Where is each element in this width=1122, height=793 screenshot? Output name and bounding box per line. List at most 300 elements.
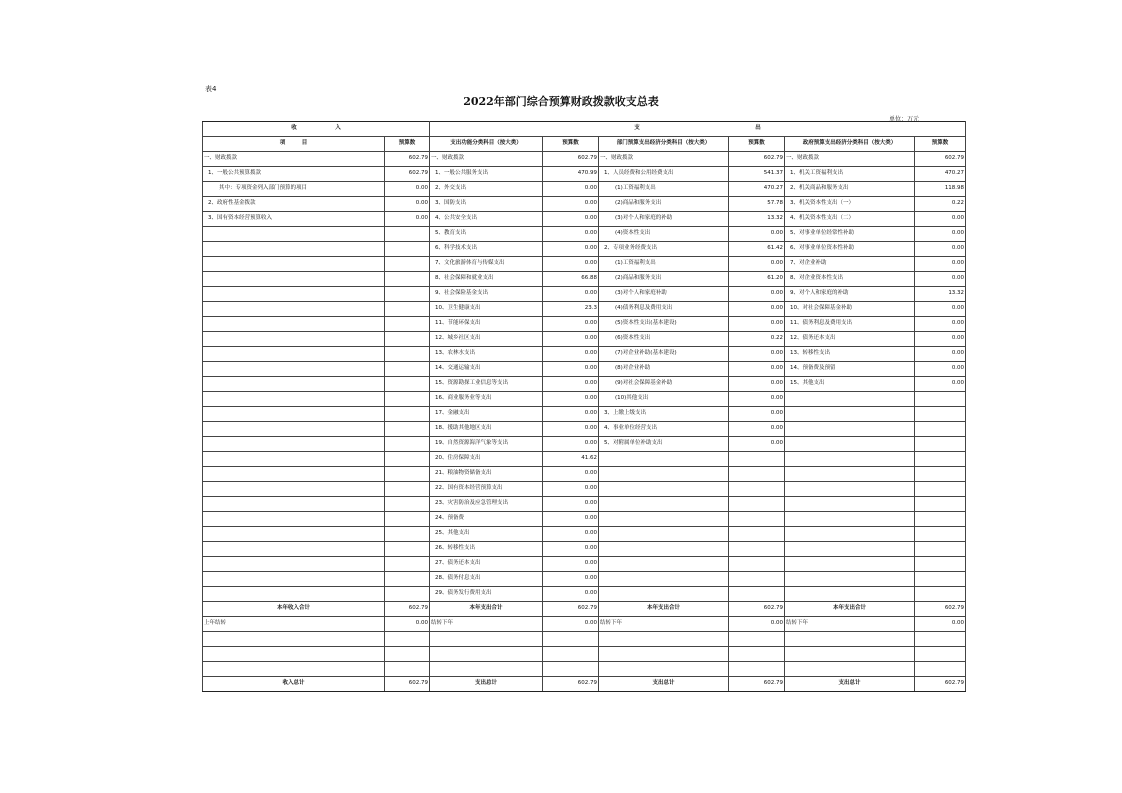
gov-econ-item bbox=[785, 422, 915, 437]
gov-econ-budget: 118.98 bbox=[915, 182, 966, 197]
gov-econ-budget bbox=[915, 557, 966, 572]
dept-econ-budget bbox=[729, 527, 785, 542]
dept-econ-item: (3)对个人和家庭的补助 bbox=[599, 212, 729, 227]
gov-econ-item bbox=[785, 512, 915, 527]
income-item: 2、政府性基金拨款 bbox=[203, 197, 385, 212]
func-class-budget: 0.00 bbox=[543, 557, 599, 572]
dept-econ-budget: 470.27 bbox=[729, 182, 785, 197]
gov-econ-budget: 602.79 bbox=[915, 602, 966, 617]
budget-header: 预算数 bbox=[385, 137, 430, 152]
gov-econ-budget: 0.00 bbox=[915, 617, 966, 632]
gov-econ-budget: 0.00 bbox=[915, 242, 966, 257]
dept-econ-item: 结转下年 bbox=[599, 617, 729, 632]
dept-econ-item: (5)资本性支出(基本建设) bbox=[599, 317, 729, 332]
income-budget bbox=[385, 302, 430, 317]
func-class-item: 28、债务付息支出 bbox=[430, 572, 543, 587]
dept-econ-item bbox=[599, 467, 729, 482]
gov-econ-budget: 0.22 bbox=[915, 197, 966, 212]
gov-econ-budget: 13.32 bbox=[915, 287, 966, 302]
income-budget bbox=[385, 422, 430, 437]
dept-econ-budget: 0.00 bbox=[729, 287, 785, 302]
func-class-budget: 66.88 bbox=[543, 272, 599, 287]
income-budget: 0.00 bbox=[385, 212, 430, 227]
income-header: 收 入 bbox=[203, 122, 430, 137]
income-item bbox=[203, 272, 385, 287]
dept-econ-item: (9)对社会保障基金补助 bbox=[599, 377, 729, 392]
gov-econ-item: 9、对个人和家庭的补助 bbox=[785, 287, 915, 302]
dept-econ-budget: 0.00 bbox=[729, 407, 785, 422]
table-row bbox=[203, 347, 966, 362]
income-item bbox=[203, 392, 385, 407]
dept-econ-item: 1、人员经费和公用经费支出 bbox=[599, 167, 729, 182]
func-class-budget: 0.00 bbox=[543, 317, 599, 332]
gov-econ-budget: 0.00 bbox=[915, 332, 966, 347]
income-item bbox=[203, 227, 385, 242]
item-header: 项 目 bbox=[203, 137, 385, 152]
gov-econ-budget bbox=[915, 437, 966, 452]
table-row bbox=[203, 422, 966, 437]
income-budget bbox=[385, 347, 430, 362]
func-class-budget: 0.00 bbox=[543, 242, 599, 257]
dept-econ-budget bbox=[729, 557, 785, 572]
func-class-budget: 0.00 bbox=[543, 332, 599, 347]
dept-econ-budget: 0.00 bbox=[729, 617, 785, 632]
func-class-header: 支出功能分类科目（按大类） bbox=[430, 137, 543, 152]
func-class-item: 一、财政拨款 bbox=[430, 152, 543, 167]
func-class-item: 9、社会保险基金支出 bbox=[430, 287, 543, 302]
dept-econ-budget: 61.42 bbox=[729, 242, 785, 257]
func-class-budget: 0.00 bbox=[543, 497, 599, 512]
func-class-budget: 0.00 bbox=[543, 287, 599, 302]
income-item: 上年结转 bbox=[203, 617, 385, 632]
func-class-item: 23、灾害防治及应急管理支出 bbox=[430, 497, 543, 512]
gov-econ-budget: 602.79 bbox=[915, 677, 966, 692]
income-budget bbox=[385, 242, 430, 257]
gov-econ-item bbox=[785, 452, 915, 467]
gov-econ-item bbox=[785, 557, 915, 572]
gov-econ-header: 政府预算支出经济分类科目（按大类） bbox=[785, 137, 915, 152]
income-item bbox=[203, 497, 385, 512]
gov-econ-budget bbox=[915, 587, 966, 602]
dept-econ-budget bbox=[729, 467, 785, 482]
income-budget bbox=[385, 272, 430, 287]
dept-econ-budget bbox=[729, 572, 785, 587]
dept-econ-budget: 0.22 bbox=[729, 332, 785, 347]
income-item bbox=[203, 317, 385, 332]
income-item bbox=[203, 437, 385, 452]
gov-econ-budget bbox=[915, 512, 966, 527]
table-row bbox=[203, 527, 966, 542]
func-class-item: 1、一般公共服务支出 bbox=[430, 167, 543, 182]
income-item bbox=[203, 347, 385, 362]
dept-econ-header: 部门预算支出经济分类科目（按大类） bbox=[599, 137, 729, 152]
func-class-budget: 0.00 bbox=[543, 362, 599, 377]
page-title: 2022年部门综合预算财政拨款收支总表 bbox=[463, 95, 659, 108]
table-row bbox=[203, 362, 966, 377]
gov-econ-item: 1、机关工资福利支出 bbox=[785, 167, 915, 182]
income-budget: 602.79 bbox=[385, 602, 430, 617]
dept-econ-budget: 0.00 bbox=[729, 437, 785, 452]
func-class-item: 6、科学技术支出 bbox=[430, 242, 543, 257]
income-item bbox=[203, 572, 385, 587]
income-budget bbox=[385, 497, 430, 512]
func-class-item: 本年支出合计 bbox=[430, 602, 543, 617]
gov-econ-item: 5、对事业单位经常性补助 bbox=[785, 227, 915, 242]
table-row bbox=[203, 242, 966, 257]
dept-econ-item: (2)商品和服务支出 bbox=[599, 272, 729, 287]
func-class-item: 5、教育支出 bbox=[430, 227, 543, 242]
gov-econ-budget bbox=[915, 527, 966, 542]
dept-econ-item: (7)对企业补助(基本建设) bbox=[599, 347, 729, 362]
table-row bbox=[203, 257, 966, 272]
gov-econ-budget bbox=[915, 392, 966, 407]
func-class-budget: 0.00 bbox=[543, 347, 599, 362]
income-item: 3、国有资本经营预算收入 bbox=[203, 212, 385, 227]
dept-econ-budget: 602.79 bbox=[729, 152, 785, 167]
gov-econ-item: 14、预备费及预留 bbox=[785, 362, 915, 377]
income-item bbox=[203, 587, 385, 602]
dept-econ-item bbox=[599, 482, 729, 497]
dept-econ-budget: 0.00 bbox=[729, 317, 785, 332]
gov-econ-budget: 0.00 bbox=[915, 272, 966, 287]
income-item bbox=[203, 542, 385, 557]
income-item bbox=[203, 422, 385, 437]
income-budget bbox=[385, 407, 430, 422]
income-item bbox=[203, 362, 385, 377]
table-row bbox=[203, 587, 966, 602]
dept-econ-item: (4)资本性支出 bbox=[599, 227, 729, 242]
income-budget: 602.79 bbox=[385, 167, 430, 182]
income-budget bbox=[385, 392, 430, 407]
func-class-budget: 0.00 bbox=[543, 617, 599, 632]
empty-row bbox=[203, 647, 966, 662]
func-class-item: 24、预备费 bbox=[430, 512, 543, 527]
func-class-item: 20、住房保障支出 bbox=[430, 452, 543, 467]
dept-econ-budget bbox=[729, 587, 785, 602]
income-item bbox=[203, 452, 385, 467]
income-item: 本年收入合计 bbox=[203, 602, 385, 617]
func-class-item: 14、交通运输支出 bbox=[430, 362, 543, 377]
func-class-budget: 602.79 bbox=[543, 602, 599, 617]
func-class-item: 27、债务还本支出 bbox=[430, 557, 543, 572]
dept-econ-budget: 0.00 bbox=[729, 392, 785, 407]
gov-econ-item bbox=[785, 407, 915, 422]
dept-econ-item bbox=[599, 587, 729, 602]
dept-econ-item bbox=[599, 557, 729, 572]
dept-econ-budget: 0.00 bbox=[729, 377, 785, 392]
dept-econ-item bbox=[599, 512, 729, 527]
func-class-item: 19、自然资源海洋气象等支出 bbox=[430, 437, 543, 452]
func-class-item: 15、资源勘探工业信息等支出 bbox=[430, 377, 543, 392]
table-row bbox=[203, 182, 966, 197]
table-row bbox=[203, 272, 966, 287]
func-class-item: 支出总计 bbox=[430, 677, 543, 692]
dept-econ-budget: 602.79 bbox=[729, 602, 785, 617]
income-budget: 0.00 bbox=[385, 617, 430, 632]
dept-econ-item: (1)工资福利支出 bbox=[599, 182, 729, 197]
income-budget bbox=[385, 287, 430, 302]
empty-row bbox=[203, 662, 966, 677]
income-budget bbox=[385, 452, 430, 467]
func-class-budget: 0.00 bbox=[543, 437, 599, 452]
gov-econ-item bbox=[785, 482, 915, 497]
func-class-budget: 0.00 bbox=[543, 227, 599, 242]
func-class-item: 7、文化旅游体育与传媒支出 bbox=[430, 257, 543, 272]
gov-econ-item: 11、债务利息及费用支出 bbox=[785, 317, 915, 332]
dept-econ-budget: 541.37 bbox=[729, 167, 785, 182]
income-item bbox=[203, 407, 385, 422]
func-class-budget: 470.99 bbox=[543, 167, 599, 182]
dept-econ-item: 支出总计 bbox=[599, 677, 729, 692]
gov-econ-item bbox=[785, 467, 915, 482]
gov-econ-item: 7、对企业补助 bbox=[785, 257, 915, 272]
table-row bbox=[203, 152, 966, 167]
dept-econ-item: 3、上缴上级支出 bbox=[599, 407, 729, 422]
dept-econ-budget: 0.00 bbox=[729, 302, 785, 317]
budget-header: 预算数 bbox=[915, 137, 966, 152]
dept-econ-item bbox=[599, 497, 729, 512]
income-budget bbox=[385, 542, 430, 557]
func-class-budget: 602.79 bbox=[543, 152, 599, 167]
gov-econ-item: 8、对企业资本性支出 bbox=[785, 272, 915, 287]
income-budget bbox=[385, 362, 430, 377]
dept-econ-item bbox=[599, 452, 729, 467]
income-item bbox=[203, 302, 385, 317]
func-class-item: 25、其他支出 bbox=[430, 527, 543, 542]
income-budget: 0.00 bbox=[385, 197, 430, 212]
dept-econ-budget bbox=[729, 512, 785, 527]
func-class-item: 2、外交支出 bbox=[430, 182, 543, 197]
income-item: 一、财政拨款 bbox=[203, 152, 385, 167]
income-budget: 602.79 bbox=[385, 677, 430, 692]
gov-econ-budget: 0.00 bbox=[915, 362, 966, 377]
func-class-item: 16、商业服务业等支出 bbox=[430, 392, 543, 407]
gov-econ-item: 本年支出合计 bbox=[785, 602, 915, 617]
table-row bbox=[203, 437, 966, 452]
table-row bbox=[203, 392, 966, 407]
table-row bbox=[203, 377, 966, 392]
gov-econ-item: 15、其他支出 bbox=[785, 377, 915, 392]
budget-header: 预算数 bbox=[729, 137, 785, 152]
func-class-budget: 0.00 bbox=[543, 197, 599, 212]
income-item bbox=[203, 287, 385, 302]
dept-econ-item: (2)商品和服务支出 bbox=[599, 197, 729, 212]
dept-econ-item: 2、专项业务经费支出 bbox=[599, 242, 729, 257]
grand-total-row bbox=[203, 677, 966, 692]
income-budget bbox=[385, 512, 430, 527]
header-row-2 bbox=[203, 137, 966, 152]
func-class-budget: 0.00 bbox=[543, 527, 599, 542]
func-class-budget: 0.00 bbox=[543, 257, 599, 272]
dept-econ-item: (4)债务利息及费用支出 bbox=[599, 302, 729, 317]
table-row bbox=[203, 197, 966, 212]
func-class-item: 17、金融支出 bbox=[430, 407, 543, 422]
func-class-budget: 0.00 bbox=[543, 422, 599, 437]
gov-econ-budget: 0.00 bbox=[915, 227, 966, 242]
income-item bbox=[203, 512, 385, 527]
gov-econ-item: 10、对社会保障基金补助 bbox=[785, 302, 915, 317]
dept-econ-budget: 0.00 bbox=[729, 362, 785, 377]
func-class-item: 3、国防支出 bbox=[430, 197, 543, 212]
func-class-item: 10、卫生健康支出 bbox=[430, 302, 543, 317]
table-row bbox=[203, 557, 966, 572]
income-item bbox=[203, 467, 385, 482]
dept-econ-item bbox=[599, 572, 729, 587]
dept-econ-item bbox=[599, 527, 729, 542]
func-class-budget: 0.00 bbox=[543, 467, 599, 482]
income-item bbox=[203, 257, 385, 272]
income-budget bbox=[385, 482, 430, 497]
dept-econ-budget: 0.00 bbox=[729, 347, 785, 362]
gov-econ-item: 一、财政拨款 bbox=[785, 152, 915, 167]
gov-econ-item bbox=[785, 437, 915, 452]
dept-econ-item: (6)资本性支出 bbox=[599, 332, 729, 347]
income-budget bbox=[385, 527, 430, 542]
carry-row bbox=[203, 617, 966, 632]
dept-econ-budget bbox=[729, 542, 785, 557]
income-item: 其中：专项资金列入部门预算的项目 bbox=[203, 182, 385, 197]
dept-econ-item: 4、事业单位经营支出 bbox=[599, 422, 729, 437]
func-class-budget: 0.00 bbox=[543, 212, 599, 227]
table-row bbox=[203, 212, 966, 227]
income-item: 收入总计 bbox=[203, 677, 385, 692]
func-class-item: 8、社会保障和就业支出 bbox=[430, 272, 543, 287]
gov-econ-item bbox=[785, 542, 915, 557]
table-row bbox=[203, 227, 966, 242]
income-budget bbox=[385, 467, 430, 482]
gov-econ-item: 12、债务还本支出 bbox=[785, 332, 915, 347]
income-budget bbox=[385, 557, 430, 572]
gov-econ-budget bbox=[915, 407, 966, 422]
expense-header: 支 出 bbox=[430, 122, 966, 137]
dept-econ-item bbox=[599, 542, 729, 557]
func-class-item: 29、债务发行费用支出 bbox=[430, 587, 543, 602]
gov-econ-budget: 0.00 bbox=[915, 257, 966, 272]
income-budget bbox=[385, 257, 430, 272]
gov-econ-item bbox=[785, 392, 915, 407]
table-number: 表4 bbox=[205, 85, 217, 93]
dept-econ-budget bbox=[729, 497, 785, 512]
table-row bbox=[203, 497, 966, 512]
table-row bbox=[203, 467, 966, 482]
dept-econ-budget bbox=[729, 482, 785, 497]
gov-econ-budget bbox=[915, 482, 966, 497]
func-class-item: 21、粮油物资储备支出 bbox=[430, 467, 543, 482]
func-class-item: 26、转移性支出 bbox=[430, 542, 543, 557]
dept-econ-budget: 0.00 bbox=[729, 422, 785, 437]
gov-econ-budget: 0.00 bbox=[915, 317, 966, 332]
table-row bbox=[203, 287, 966, 302]
gov-econ-item: 3、机关资本性支出（一） bbox=[785, 197, 915, 212]
gov-econ-item bbox=[785, 527, 915, 542]
table-row bbox=[203, 332, 966, 347]
income-budget bbox=[385, 227, 430, 242]
gov-econ-budget: 0.00 bbox=[915, 212, 966, 227]
gov-econ-budget bbox=[915, 542, 966, 557]
income-budget bbox=[385, 572, 430, 587]
dept-econ-item: 一、财政拨款 bbox=[599, 152, 729, 167]
table-row bbox=[203, 407, 966, 422]
table-row bbox=[203, 167, 966, 182]
func-class-budget: 0.00 bbox=[543, 182, 599, 197]
income-budget bbox=[385, 437, 430, 452]
func-class-budget: 0.00 bbox=[543, 407, 599, 422]
gov-econ-budget bbox=[915, 422, 966, 437]
dept-econ-budget: 0.00 bbox=[729, 227, 785, 242]
func-class-budget: 0.00 bbox=[543, 392, 599, 407]
income-budget bbox=[385, 377, 430, 392]
budget-table bbox=[202, 121, 966, 692]
dept-econ-budget: 61.20 bbox=[729, 272, 785, 287]
table-row bbox=[203, 482, 966, 497]
dept-econ-item: (8)对企业补助 bbox=[599, 362, 729, 377]
table-row bbox=[203, 572, 966, 587]
budget-header: 预算数 bbox=[543, 137, 599, 152]
dept-econ-budget: 13.32 bbox=[729, 212, 785, 227]
dept-econ-budget bbox=[729, 452, 785, 467]
income-item bbox=[203, 332, 385, 347]
gov-econ-item: 支出总计 bbox=[785, 677, 915, 692]
func-class-budget: 0.00 bbox=[543, 572, 599, 587]
gov-econ-budget: 602.79 bbox=[915, 152, 966, 167]
income-item bbox=[203, 377, 385, 392]
func-class-item: 结转下年 bbox=[430, 617, 543, 632]
dept-econ-item: (1)工资福利支出 bbox=[599, 257, 729, 272]
func-class-budget: 23.3 bbox=[543, 302, 599, 317]
income-item bbox=[203, 242, 385, 257]
dept-econ-item: 5、对附属单位补助支出 bbox=[599, 437, 729, 452]
gov-econ-budget bbox=[915, 497, 966, 512]
func-class-budget: 0.00 bbox=[543, 542, 599, 557]
func-class-item: 11、节能环保支出 bbox=[430, 317, 543, 332]
dept-econ-item: (10)其他支出 bbox=[599, 392, 729, 407]
dept-econ-budget: 0.00 bbox=[729, 257, 785, 272]
income-budget: 602.79 bbox=[385, 152, 430, 167]
gov-econ-item: 结转下年 bbox=[785, 617, 915, 632]
income-budget bbox=[385, 587, 430, 602]
table-row bbox=[203, 512, 966, 527]
table-row bbox=[203, 542, 966, 557]
year-total-row bbox=[203, 602, 966, 617]
income-budget bbox=[385, 317, 430, 332]
func-class-item: 22、国有资本经营预算支出 bbox=[430, 482, 543, 497]
func-class-item: 13、农林水支出 bbox=[430, 347, 543, 362]
unit-label: 单位：万元 bbox=[888, 116, 919, 123]
gov-econ-item bbox=[785, 497, 915, 512]
table-row bbox=[203, 317, 966, 332]
func-class-item: 18、援助其他地区支出 bbox=[430, 422, 543, 437]
gov-econ-budget: 0.00 bbox=[915, 347, 966, 362]
gov-econ-budget bbox=[915, 572, 966, 587]
func-class-item: 12、城乡社区支出 bbox=[430, 332, 543, 347]
empty-row bbox=[203, 632, 966, 647]
gov-econ-item: 6、对事业单位资本性补助 bbox=[785, 242, 915, 257]
gov-econ-item bbox=[785, 587, 915, 602]
func-class-budget: 602.79 bbox=[543, 677, 599, 692]
dept-econ-budget: 57.78 bbox=[729, 197, 785, 212]
func-class-budget: 41.62 bbox=[543, 452, 599, 467]
income-budget: 0.00 bbox=[385, 182, 430, 197]
gov-econ-item bbox=[785, 572, 915, 587]
dept-econ-budget: 602.79 bbox=[729, 677, 785, 692]
func-class-budget: 0.00 bbox=[543, 482, 599, 497]
income-budget bbox=[385, 332, 430, 347]
income-item bbox=[203, 482, 385, 497]
gov-econ-budget bbox=[915, 452, 966, 467]
gov-econ-budget: 470.27 bbox=[915, 167, 966, 182]
func-class-item: 4、公共安全支出 bbox=[430, 212, 543, 227]
func-class-budget: 0.00 bbox=[543, 512, 599, 527]
